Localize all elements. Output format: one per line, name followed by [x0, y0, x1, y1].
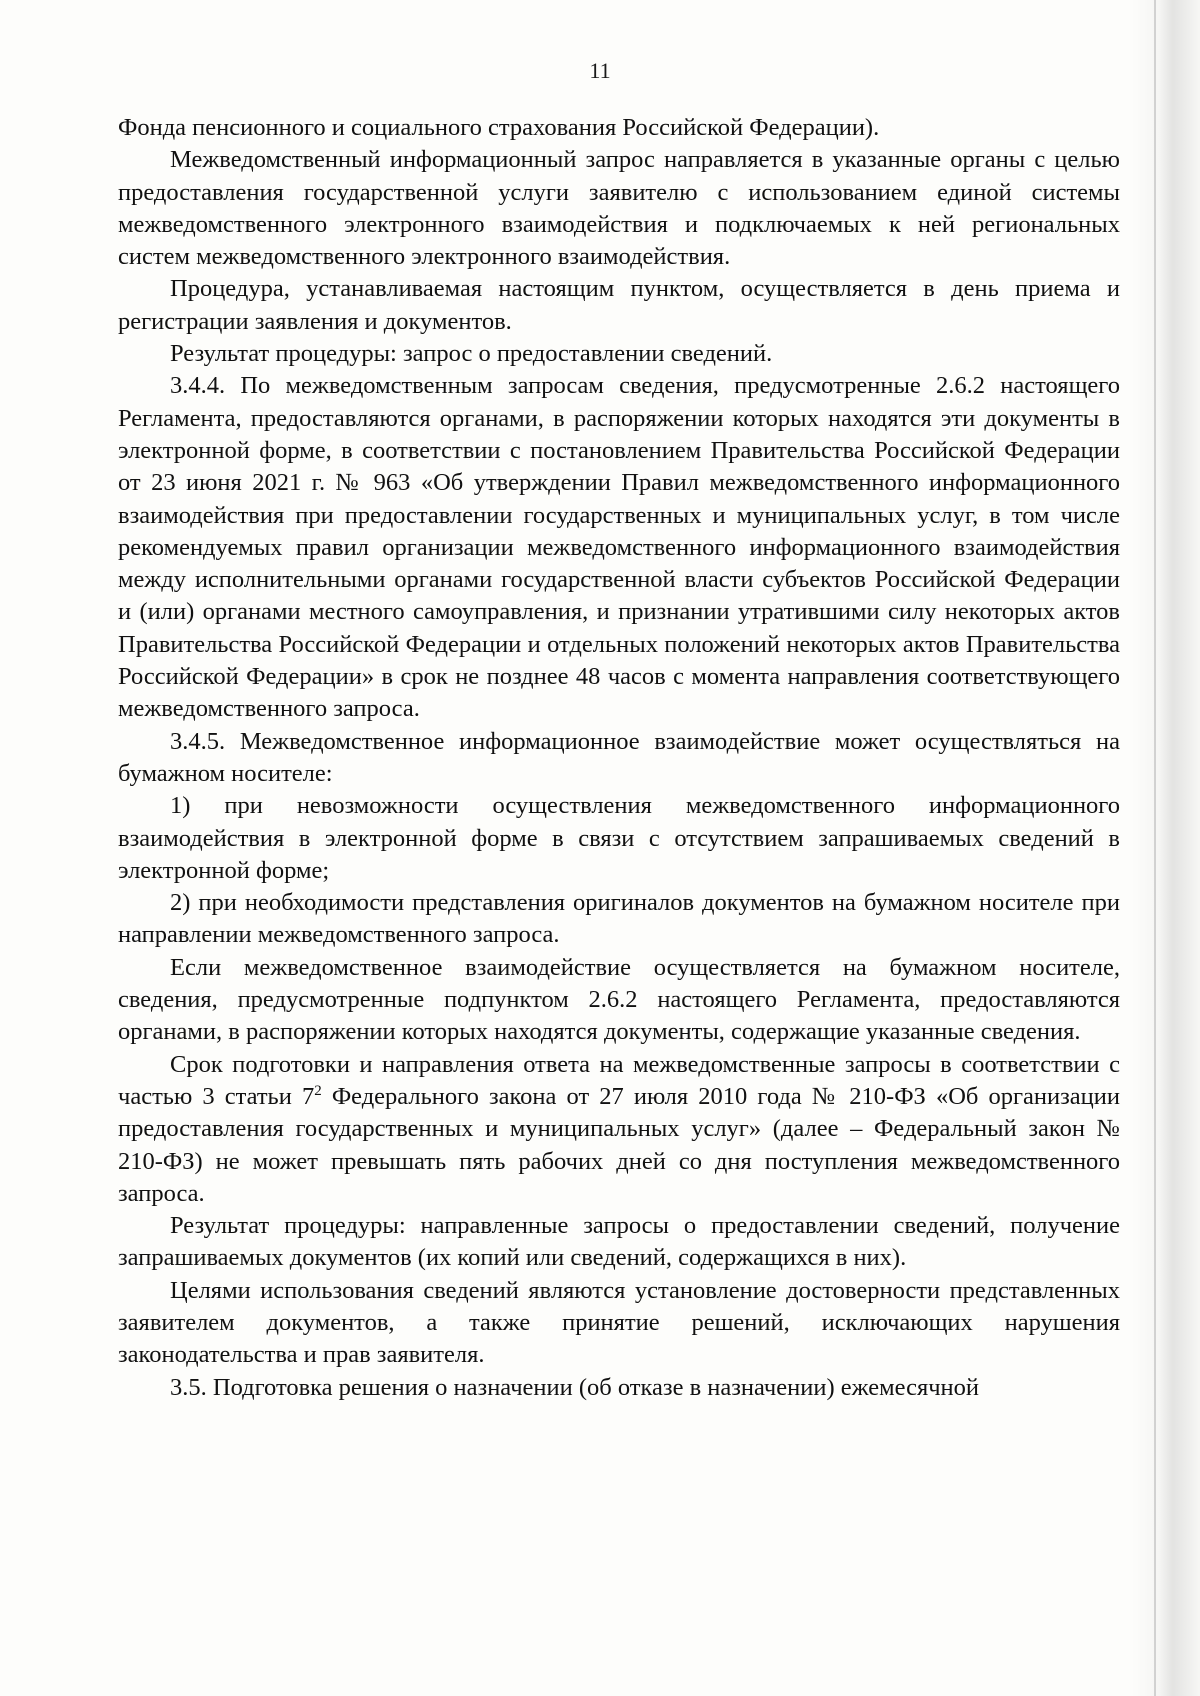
list-item-2: 2) при необходимости представления оригиналов документов на бумажном носителе при направлении межведомственного запроса.: [118, 889, 1120, 949]
paragraph-procedure-result-2: Результат процедуры: направленные запросы о предоставлении сведений, получение запрашиваемых документов (их копий или сведений, содержащихся в них).: [118, 1212, 1120, 1272]
deadline-text-after: Федерального закона от 27 июля 2010 года № 210-ФЗ «Об организации предоставления государственных и муниципальных услуг» (далее – Федеральный закон № 210-ФЗ) не может превышать пять рабочих дней со дня поступления межведомственного запроса.: [118, 1082, 1120, 1207]
paragraph-response-deadline: [118, 1049, 1120, 1210]
scan-edge-shadow: [1132, 0, 1200, 1696]
paragraph-continuation: Фонда пенсионного и социального страхования Российской Федерации).: [118, 114, 880, 141]
paragraph-3-4-4: 3.4.4. По межведомственным запросам сведения, предусмотренные 2.6.2 настоящего Регламента, предоставляются органами, в распоряжении которых находятся эти документы в электронной форме, в соответствии с постановлением Правительства Российской Федерации от 23 июня 2021 г. № 963 «Об утверждении Правил межведомственного информационного взаимодействия при предоставлении государственных и муниципальных услуг, в том числе рекомендуемых правил организации межведомственного информационного взаимодействия между исполнительными органами государственной власти субъектов Российской Федерации и (или) органами местного самоуправления, и признании утратившими силу некоторых актов Правительства Российской Федерации и отдельных положений некоторых актов Правительства Российской Федерации» в срок не позднее 48 часов с момента направления соответствующего межведомственного запроса.: [118, 372, 1120, 723]
deadline-text-before: Срок подготовки и направления ответа на межведомственные запросы в соответствии с частью 3 статьи 7: [118, 1050, 1120, 1110]
paragraph-procedure-result: Результат процедуры: запрос о предоставлении сведений.: [170, 340, 773, 368]
paragraph-3-5: 3.5. Подготовка решения о назначении (об отказе в назначении) ежемесячной: [170, 1373, 980, 1401]
document-body: [118, 112, 1120, 1404]
list-item-1: 1) при невозможности осуществления межведомственного информационного взаимодействия в электронной форме в связи с отсутствием запрашиваемых сведений в электронной форме;: [118, 792, 1120, 884]
paragraph-3-4-5: 3.4.5. Межведомственное информационное взаимодействие может осуществляться на бумажном носителе:: [118, 727, 1120, 787]
paragraph-interagency-request: Межведомственный информационный запрос направляется в указанные органы с целью предоставления государственной услуги заявителю с использованием единой системы межведомственного электронного взаимодействия и подключаемых к ней региональных систем межведомственного электронного взаимодействия.: [118, 146, 1120, 271]
paragraph-purposes: Целями использования сведений являются установление достоверности представленных заявителем документов, а также принятие решений, исключающих нарушения законодательства и прав заявителя.: [118, 1276, 1120, 1369]
paragraph-procedure-timing: Процедура, устанавливаемая настоящим пунктом, осуществляется в день приема и регистрации заявления и документов.: [118, 275, 1120, 335]
page-number: 11: [589, 58, 611, 83]
article-superscript: 2: [314, 1082, 322, 1099]
scan-edge-line: [1154, 0, 1156, 1696]
paragraph-paper-interaction: Если межведомственное взаимодействие осуществляется на бумажном носителе, сведения, предусмотренные подпунктом 2.6.2 настоящего Регламента, предоставляются органами, в распоряжении которых находятся документы, содержащие указанные сведения.: [118, 953, 1120, 1046]
